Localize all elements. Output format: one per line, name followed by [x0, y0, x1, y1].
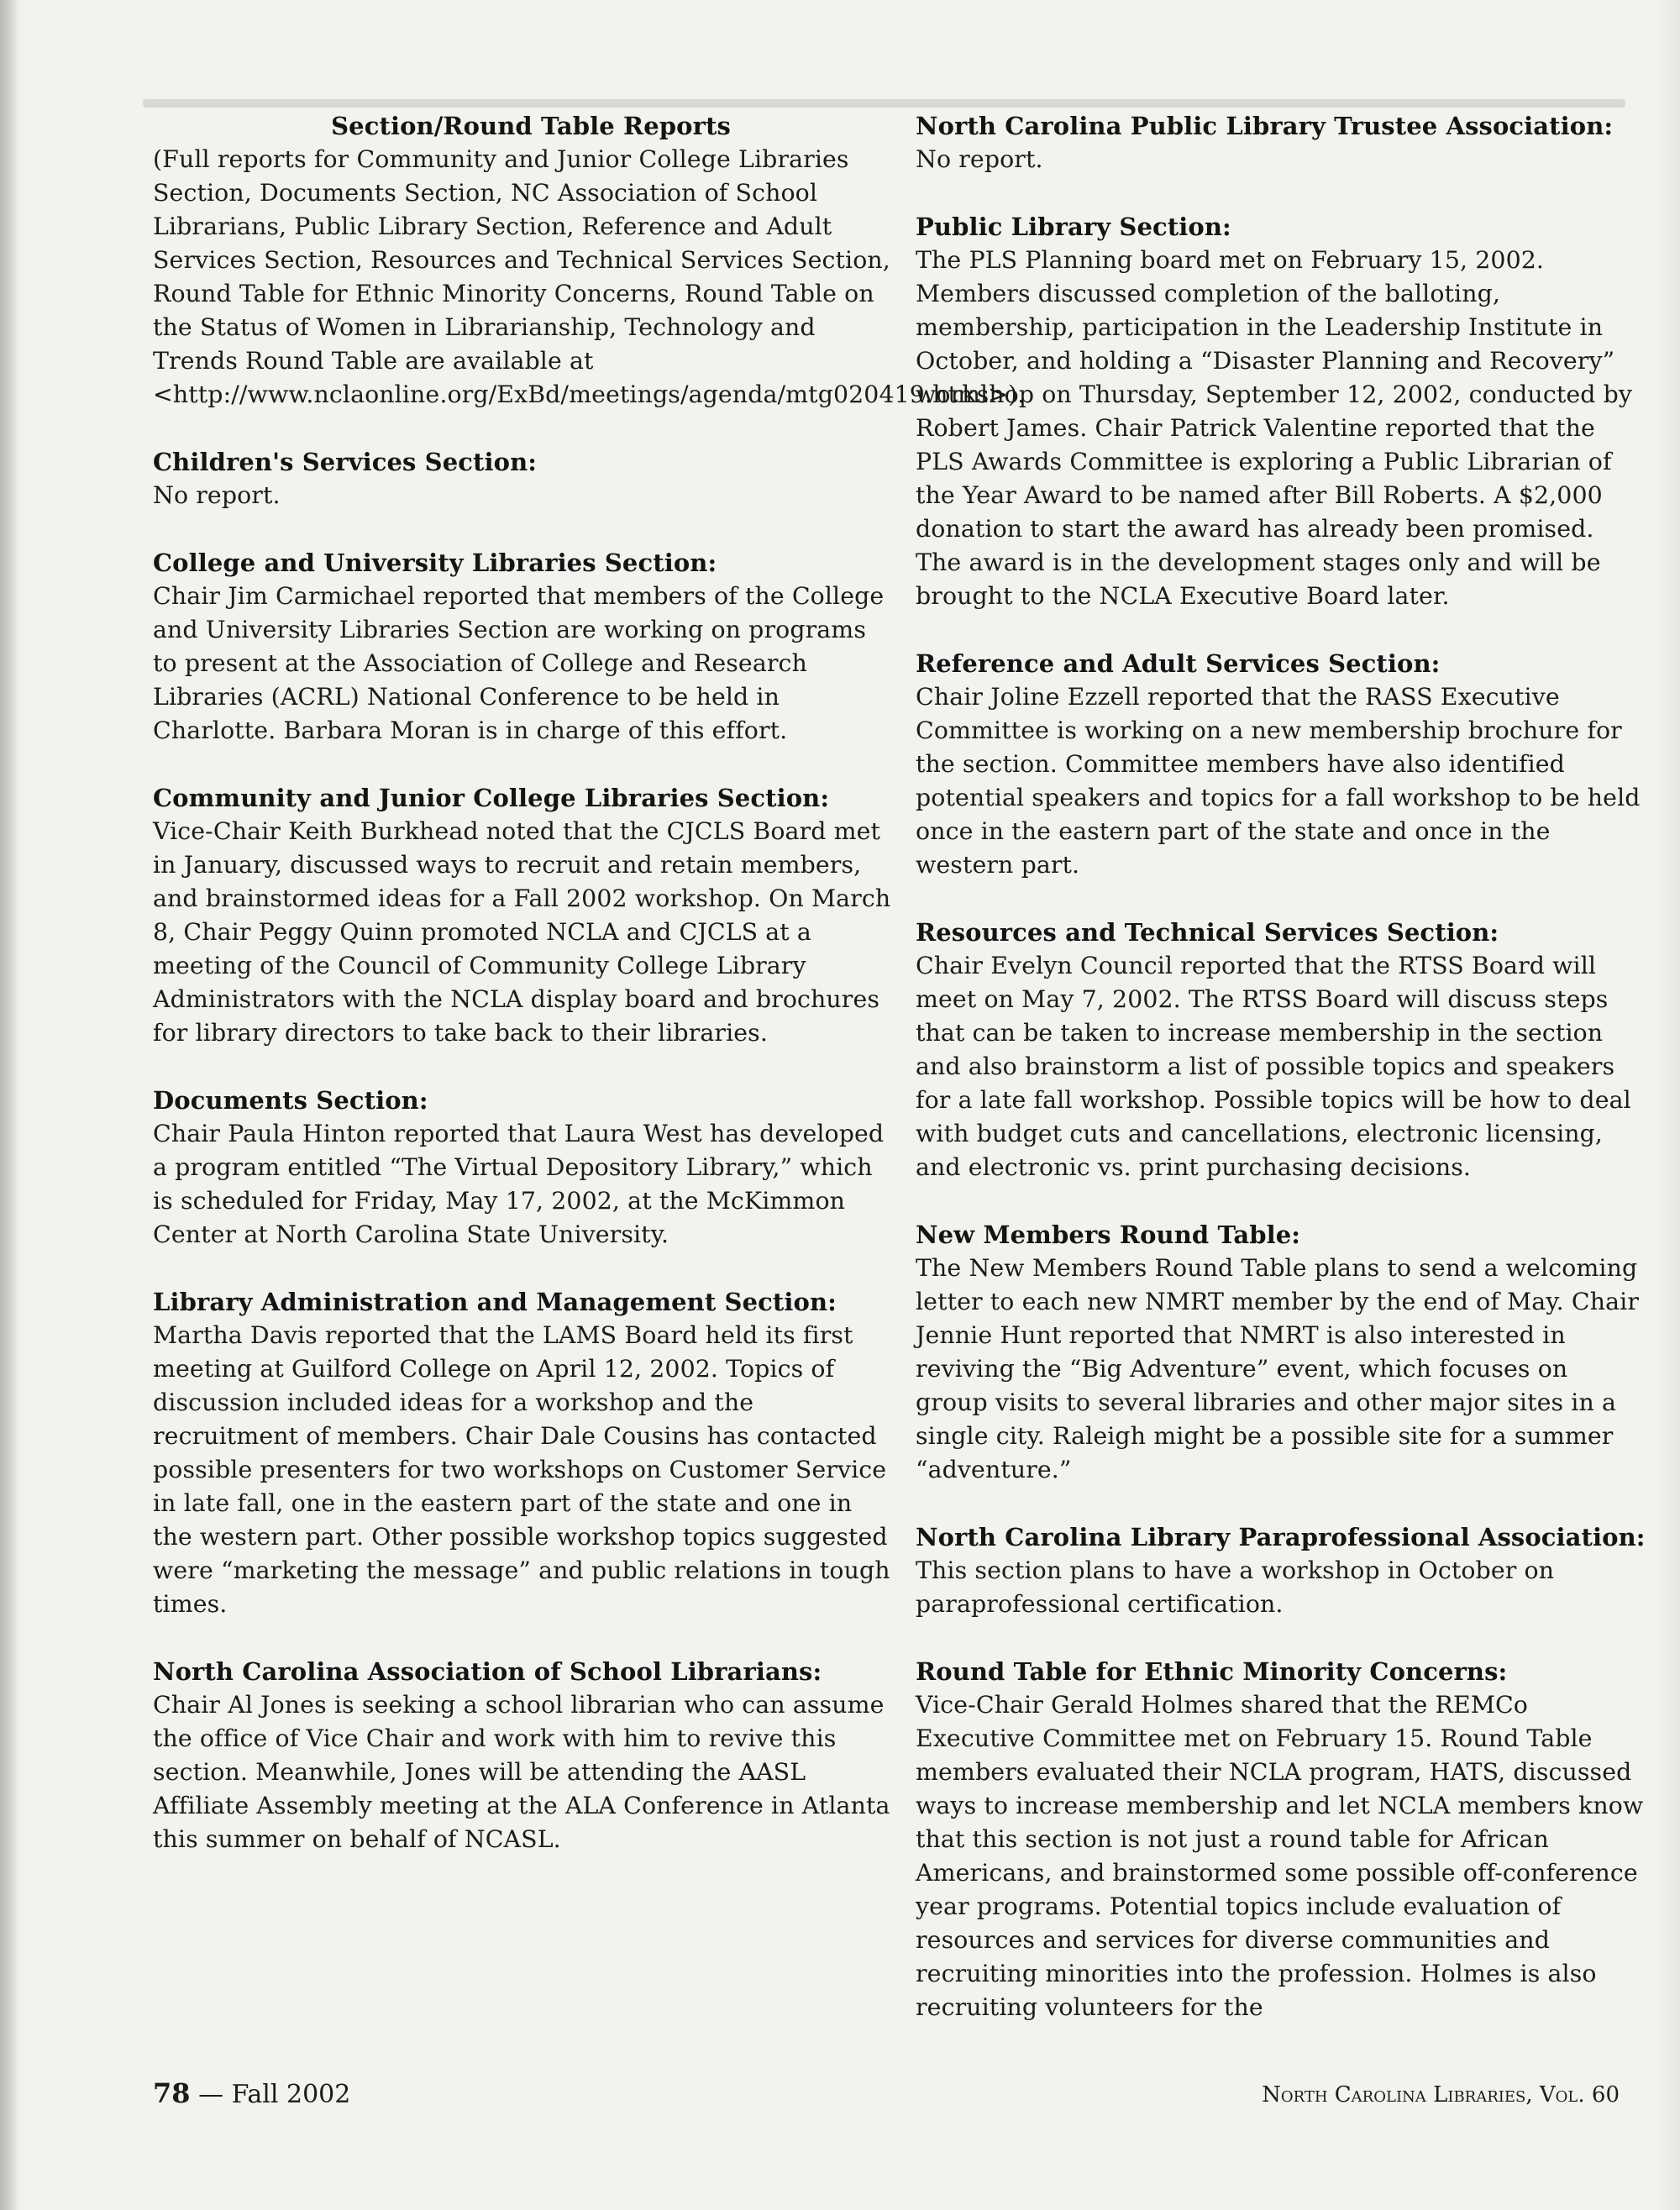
section-heading: Reference and Adult Services Section: [916, 649, 1441, 678]
section-report [916, 210, 1646, 613]
section-heading: New Members Round Table: [916, 1220, 1301, 1249]
section-heading: Library Administration and Management Section: [153, 1288, 837, 1316]
section-body: No report. [153, 481, 281, 509]
page-footer-left [153, 2076, 350, 2112]
section-report [153, 1285, 892, 1621]
section-report [153, 1084, 892, 1252]
section-heading: Resources and Technical Services Section: [916, 918, 1499, 947]
section-body: Chair Joline Ezzell reported that the RASS Executive Committee is working on a new membership brochure for the section. Committee members have also identified potential speakers and topics for a fall workshop to be held once in the eastern part of the state and once in the western part. [916, 683, 1641, 879]
section-body: Chair Al Jones is seeking a school librarian who can assume the office of Vice Chair and work with him to revive this section. Meanwhile, Jones will be attending the AASL Affiliate Assembly meeting at the ALA Conference in Atlanta this summer on behalf of NCASL. [153, 1691, 890, 1853]
section-heading: College and University Libraries Section: [153, 549, 717, 577]
section-heading: North Carolina Public Library Trustee Association: [916, 112, 1614, 140]
section-body: The New Members Round Table plans to send a welcoming letter to each new NMRT member by the end of May. Chair Jennie Hunt reported that NMRT is also interested in reviving the “Big Adventure” event, which focuses on group visits to several libraries and other major sites in a single city. Raleigh might be a possible site for a summer “adventure.” [916, 1254, 1640, 1483]
section-heading: Public Library Section: [916, 213, 1231, 241]
section-report [916, 1218, 1646, 1487]
publication-label: North Carolina Libraries, Vol. 60 [1262, 2082, 1620, 2108]
section-report [916, 1520, 1646, 1621]
section-report [916, 1655, 1646, 2024]
section-body: No report. [916, 145, 1043, 173]
page-number: 78 [153, 2077, 191, 2109]
section-report [153, 546, 892, 748]
section-body: This section plans to have a workshop in October on paraprofessional certification. [916, 1556, 1555, 1618]
section-body: The PLS Planning board met on February 15, 2002. Members discussed completion of the balloting, membership, participation in the Leadership Institute in October, and holding a “Disaster Planning and Recovery” workshop on Thursday, September 12, 2002, conducted by Robert James. Chair Patrick Valentine reported that the PLS Awards Committee is exploring a Public Librarian of the Year Award to be named after Bill Roberts. A $2,000 donation to start the award has already been promised. The award is in the development stages only and will be brought to the NCLA Executive Board later. [916, 246, 1633, 610]
section-body: Chair Paula Hinton reported that Laura West has developed a program entitled “The Virtual Depository Library,” which is scheduled for Friday, May 17, 2002, at the McKimmon Center at North Carolina State University. [153, 1120, 885, 1248]
section-report [153, 445, 892, 512]
issue-label: — Fall 2002 [198, 2080, 351, 2109]
section-body: Vice-Chair Gerald Holmes shared that the REMCo Executive Committee met on February 15. Round Table members evaluated their NCLA program, HATS, discussed ways to increase membership and let NCLA members know that this section is not just a round table for African Americans, and brainstormed some possible off-conference year programs. Potential topics include evaluation of resources and services for diverse communities and recruiting minorities into the profession. Holmes is also recruiting volunteers for the [916, 1691, 1644, 2021]
section-report [153, 781, 892, 1050]
section-heading: Documents Section: [153, 1086, 428, 1115]
section-body: Chair Evelyn Council reported that the RTSS Board will meet on May 7, 2002. The RTSS Board will discuss steps that can be taken to increase membership in the section and also brainstorm a list of possible topics and speakers for a late fall workshop. Possible topics will be how to deal with budget cuts and cancellations, electronic licensing, and electronic vs. print purchasing decisions. [916, 952, 1631, 1181]
section-heading: North Carolina Association of School Librarians: [153, 1657, 822, 1686]
reports-intro-text: (Full reports for Community and Junior College Libraries Section, Documents Section, NC Association of School Librarians, Public Library Section, Reference and Adult Services Section, Resources and Technical Services Section, Round Table for Ethnic Minority Concerns, Round Table on the Status of Women in Librarianship, Technology and Trends Round Table are available at <http://www.nclaonline.org/ExBd/meetings/agenda/mtg020419.html>). [153, 145, 1026, 408]
reports-title: Section/Round Table Reports [331, 112, 731, 140]
section-heading: Round Table for Ethnic Minority Concerns: [916, 1657, 1508, 1686]
right-column [916, 109, 1646, 2058]
section-report [916, 916, 1646, 1184]
section-body: Vice-Chair Keith Burkhead noted that the CJCLS Board met in January, discussed ways to recruit and retain members, and brainstormed ideas for a Fall 2002 workshop. On March 8, Chair Peggy Quinn promoted NCLA and CJCLS at a meeting of the Council of Community College Library Administrators with the NCLA display board and brochures for library directors to take back to their libraries. [153, 817, 891, 1047]
bleed-through-rule [143, 99, 1625, 108]
section-report [153, 1655, 892, 1856]
binding-shadow [0, 0, 18, 2210]
section-report [916, 109, 1646, 176]
section-heading: Community and Junior College Libraries Section: [153, 784, 830, 812]
section-body: Martha Davis reported that the LAMS Board held its first meeting at Guilford College on April 12, 2002. Topics of discussion included ideas for a workshop and the recruitment of members. Chair Dale Cousins has contacted possible presenters for two workshops on Customer Service in late fall, one in the eastern part of the state and one in the western part. Other possible workshop topics suggested were “marketing the message” and public relations in tough times. [153, 1321, 890, 1618]
section-heading: North Carolina Library Paraprofessional Association: [916, 1523, 1646, 1551]
left-column [153, 109, 1026, 1890]
section-report [916, 647, 1646, 882]
section-heading: Children's Services Section: [153, 448, 538, 476]
section-body: Chair Jim Carmichael reported that members of the College and University Libraries Section are working on programs to present at the Association of College and Research Libraries (ACRL) National Conference to be held in Charlotte. Barbara Moran is in charge of this effort. [153, 582, 885, 744]
